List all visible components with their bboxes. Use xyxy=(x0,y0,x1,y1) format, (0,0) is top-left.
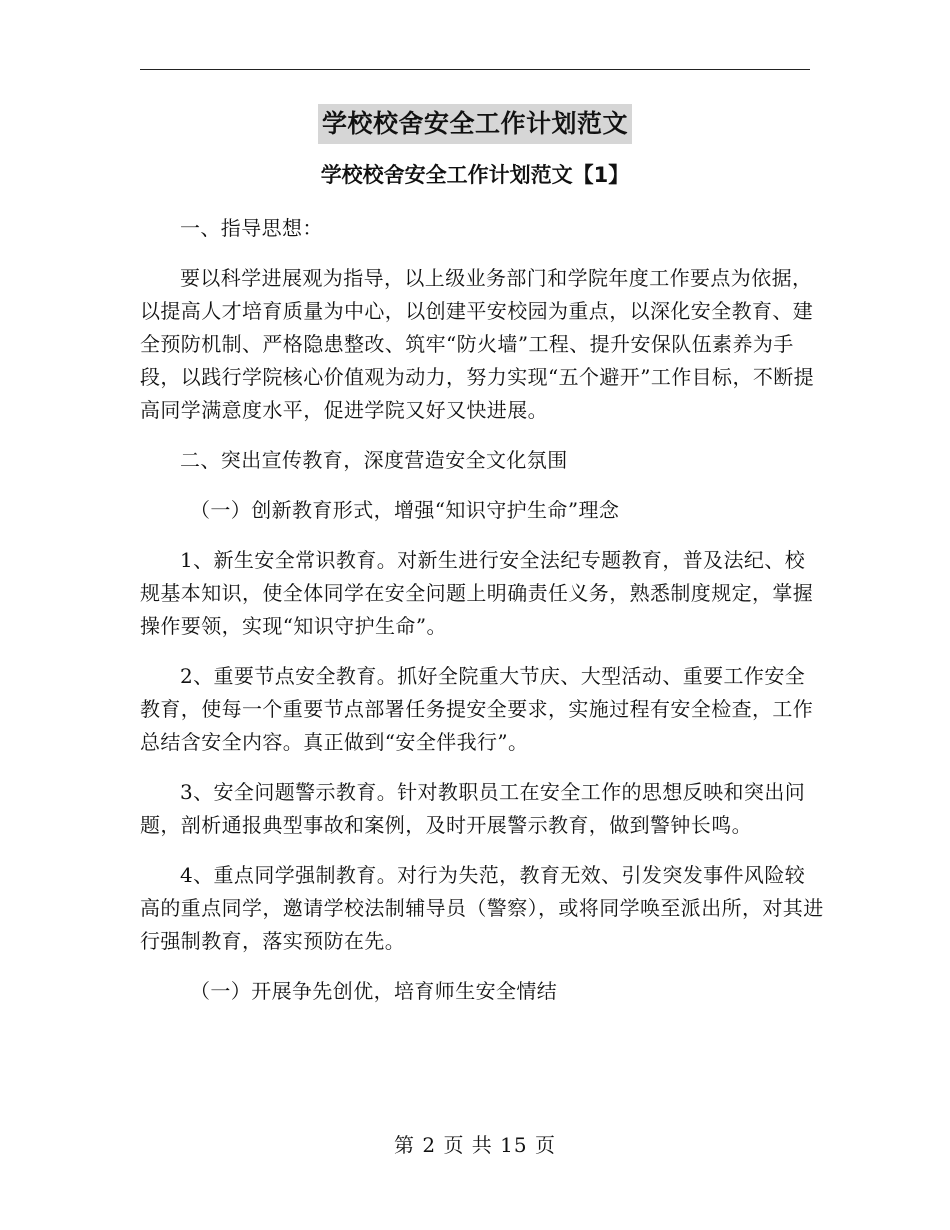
subheading-excellence: （一）开展争先创优，培育师生安全情结 xyxy=(190,979,558,1003)
heading-guiding-ideology: 一、指导思想： xyxy=(180,216,323,240)
subheading-innovate-education: （一）创新教育形式，增强“知识守护生命”理念 xyxy=(190,498,620,522)
paragraph-item-4: 4、重点同学强制教育。对行为失范，教育无效、引发突发事件风险较高的重点同学，邀请学校法制辅导员（警察），或将同学唤至派出所，对其进行强制教育，落实预防在先。 xyxy=(140,863,824,953)
section-subtitle: 学校校舍安全工作计划范文【1】 xyxy=(320,163,630,187)
document-title xyxy=(0,104,950,147)
header-rule xyxy=(140,69,810,70)
paragraph-guiding-ideology: 要以科学进展观为指导，以上级业务部门和学院年度工作要点为依据，以提高人才培育质量为中心，以创建平安校园为重点，以深化安全教育、建全预防机制、严格隐患整改、筑牢“防火墙”工程、提升安保队伍素养为手段，以践行学院核心价值观为动力，努力实现“五个避开”工作目标，不断提高同学满意度水平，促进学院又好又快进展。 xyxy=(140,266,815,422)
page-number: 第 2 页 共 15 页 xyxy=(394,1133,556,1157)
paragraph-item-1: 1、新生安全常识教育。对新生进行安全法纪专题教育，普及法纪、校规基本知识，使全体同学在安全问题上明确责任义务，熟悉制度规定，掌握操作要领，实现“知识守护生命”。 xyxy=(140,548,814,638)
document-body xyxy=(140,212,824,1025)
paragraph-item-2: 2、重要节点安全教育。抓好全院重大节庆、大型活动、重要工作安全教育，使每一个重要节点部署任务提安全要求，实施过程有安全检查，工作总结含安全内容。真正做到“安全伴我行”。 xyxy=(140,664,814,754)
paragraph-item-3: 3、安全问题警示教育。针对教职员工在安全工作的思想反映和突出问题，剖析通报典型事故和案例，及时开展警示教育，做到警钟长鸣。 xyxy=(140,780,806,837)
document-title-text: 学校校舍安全工作计划范文 xyxy=(318,104,632,144)
heading-publicity-education: 二、突出宣传教育，深度营造安全文化氛围 xyxy=(180,448,568,472)
